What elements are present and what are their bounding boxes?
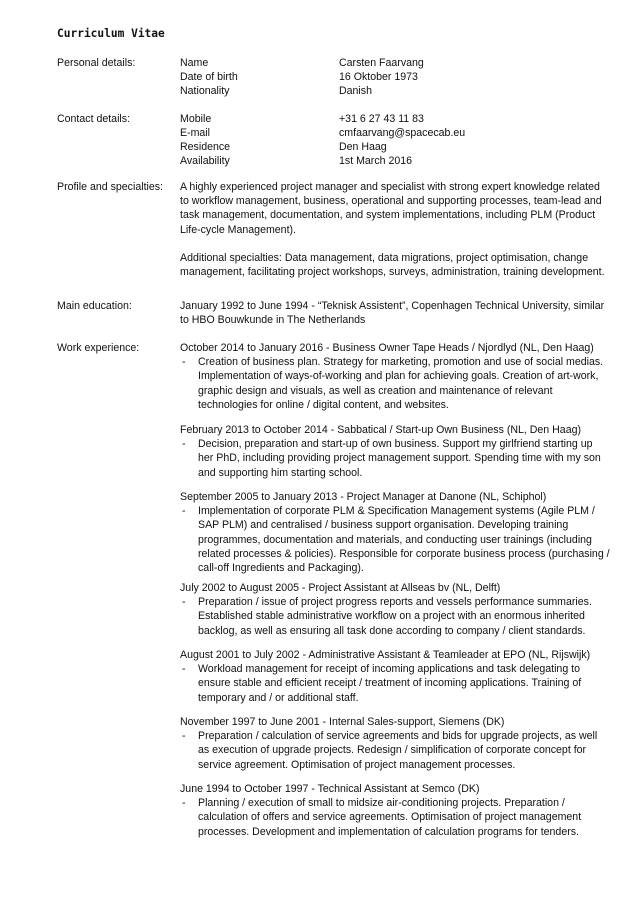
job-heading: June 1994 to October 1997 - Technical Assistant at Semco (DK): [180, 783, 480, 795]
job-description-text: Implementation of corporate PLM & Specification Management systems (Agile PLM / SAP PLM) and centralised / business support organisation. Developing training programmes, documentation and materials, and conducting user trainings (including related processes & policies). Responsible for corporate business process (purchasing / call-off Ingredients and Packaging).: [198, 505, 610, 575]
residence-key: Residence: [180, 141, 231, 153]
mobile-key: Mobile: [180, 113, 212, 125]
job-entry: [180, 648, 610, 705]
job-entry: [180, 423, 610, 480]
job-heading: November 1997 to June 2001 - Internal Sales-support, Siemens (DK): [180, 716, 505, 728]
mobile-value: +31 6 27 43 11 83: [339, 113, 424, 125]
job-heading: October 2014 to January 2016 - Business Owner Tape Heads / Njordlyd (NL, Den Haag): [180, 342, 594, 354]
job-description-text: Planning / execution of small to midsize air-conditioning projects. Preparation / calculation of offers and service agreements. Optimisation of project management processes. Development and implementation of calculation programs for tenders.: [198, 797, 582, 838]
job-entry: [180, 490, 610, 575]
bullet-dash: -: [182, 438, 186, 451]
personal-details-label: Personal details:: [57, 57, 136, 69]
email-value: cmfaarvang@spacecab.eu: [339, 127, 466, 139]
job-description: [180, 355, 610, 412]
email-key: E-mail: [180, 127, 211, 139]
dob-key: Date of birth: [180, 71, 238, 83]
bullet-dash: -: [182, 505, 186, 518]
nationality-key: Nationality: [180, 85, 230, 97]
residence-value: Den Haag: [339, 141, 387, 153]
job-description: [180, 595, 610, 638]
job-description-text: Preparation / calculation of service agreements and bids for upgrade projects, as well as execution of upgrade projects. Redesign / simplification of corporate concept for service agreement. Optimisation of project management processes.: [198, 730, 598, 771]
education-text: January 1992 to June 1994 - “Teknisk Assistent”, Copenhagen Technical University, similar to HBO Bouwkunde in The Netherlands: [180, 300, 605, 327]
profile-label: Profile and specialties:: [57, 181, 163, 193]
job-entry: [180, 782, 610, 839]
job-description-text: Creation of business plan. Strategy for marketing, promotion and use of social medias. Implementation of ways-of-working and plan for achieving goals. Creation of art-work, graphic design and visuals, as well as creation and maintenance of relevant technologies for online / digital content, and websites.: [198, 356, 604, 411]
bullet-dash: -: [182, 730, 186, 743]
bullet-dash: -: [182, 797, 186, 810]
job-entry: [180, 715, 610, 772]
bullet-dash: -: [182, 356, 186, 369]
document-title: Curriculum Vitae: [57, 27, 165, 40]
job-entry: [180, 341, 610, 412]
profile-paragraph-2: Additional specialties: Data management, data migrations, project optimisation, change management, facilitating project workshops, surveys, administration, training development.: [180, 251, 605, 279]
contact-details-label: Contact details:: [57, 113, 131, 125]
job-heading: September 2005 to January 2013 - Project Manager at Danone (NL, Schiphol): [180, 491, 547, 503]
job-heading: July 2002 to August 2005 - Project Assistant at Allseas bv (NL, Delft): [180, 582, 501, 594]
job-description: [180, 662, 610, 705]
job-description: [180, 437, 610, 480]
job-heading: February 2013 to October 2014 - Sabbatical / Start-up Own Business (NL, Den Haag): [180, 424, 582, 436]
availability-value: 1st March 2016: [339, 155, 413, 167]
bullet-dash: -: [182, 596, 186, 609]
nationality-value: Danish: [339, 85, 372, 97]
work-experience-label: Work experience:: [57, 342, 140, 354]
bullet-dash: -: [182, 663, 186, 676]
job-heading: August 2001 to July 2002 - Administrative Assistant & Teamleader at EPO (NL, Rijswijk): [180, 649, 591, 661]
job-description-text: Decision, preparation and start-up of own business. Support my girlfriend starting up her PhD, including providing project management support. Spending time with my son and supporting him starting school.: [198, 438, 601, 479]
education-label: Main education:: [57, 300, 132, 312]
name-value: Carsten Faarvang: [339, 57, 424, 69]
job-description-text: Preparation / issue of project progress reports and vessels performance summaries. Established stable administrative workflow on a project with an enormous inherited backlog, as well as ensuring all task done according to company / client standards.: [198, 596, 592, 637]
profile-paragraph-1: A highly experienced project manager and specialist with strong expert knowledge related to workflow management, business, operational and supporting processes, team-lead and task management, documentation, and system implementations, including PLM (Product Life-cycle Management).: [180, 181, 602, 236]
job-description: [180, 729, 610, 772]
profile-block: [180, 180, 610, 279]
dob-value: 16 Oktober 1973: [339, 71, 418, 83]
job-entry: [180, 581, 610, 638]
job-description-text: Workload management for receipt of incoming applications and task delegating to ensure stable and efficient receipt / treatment of incoming applications. Training of temporary and / or additional staff.: [198, 663, 582, 704]
job-description: [180, 504, 610, 575]
availability-key: Availability: [180, 155, 230, 167]
name-key: Name: [180, 57, 209, 69]
job-description: [180, 796, 610, 839]
